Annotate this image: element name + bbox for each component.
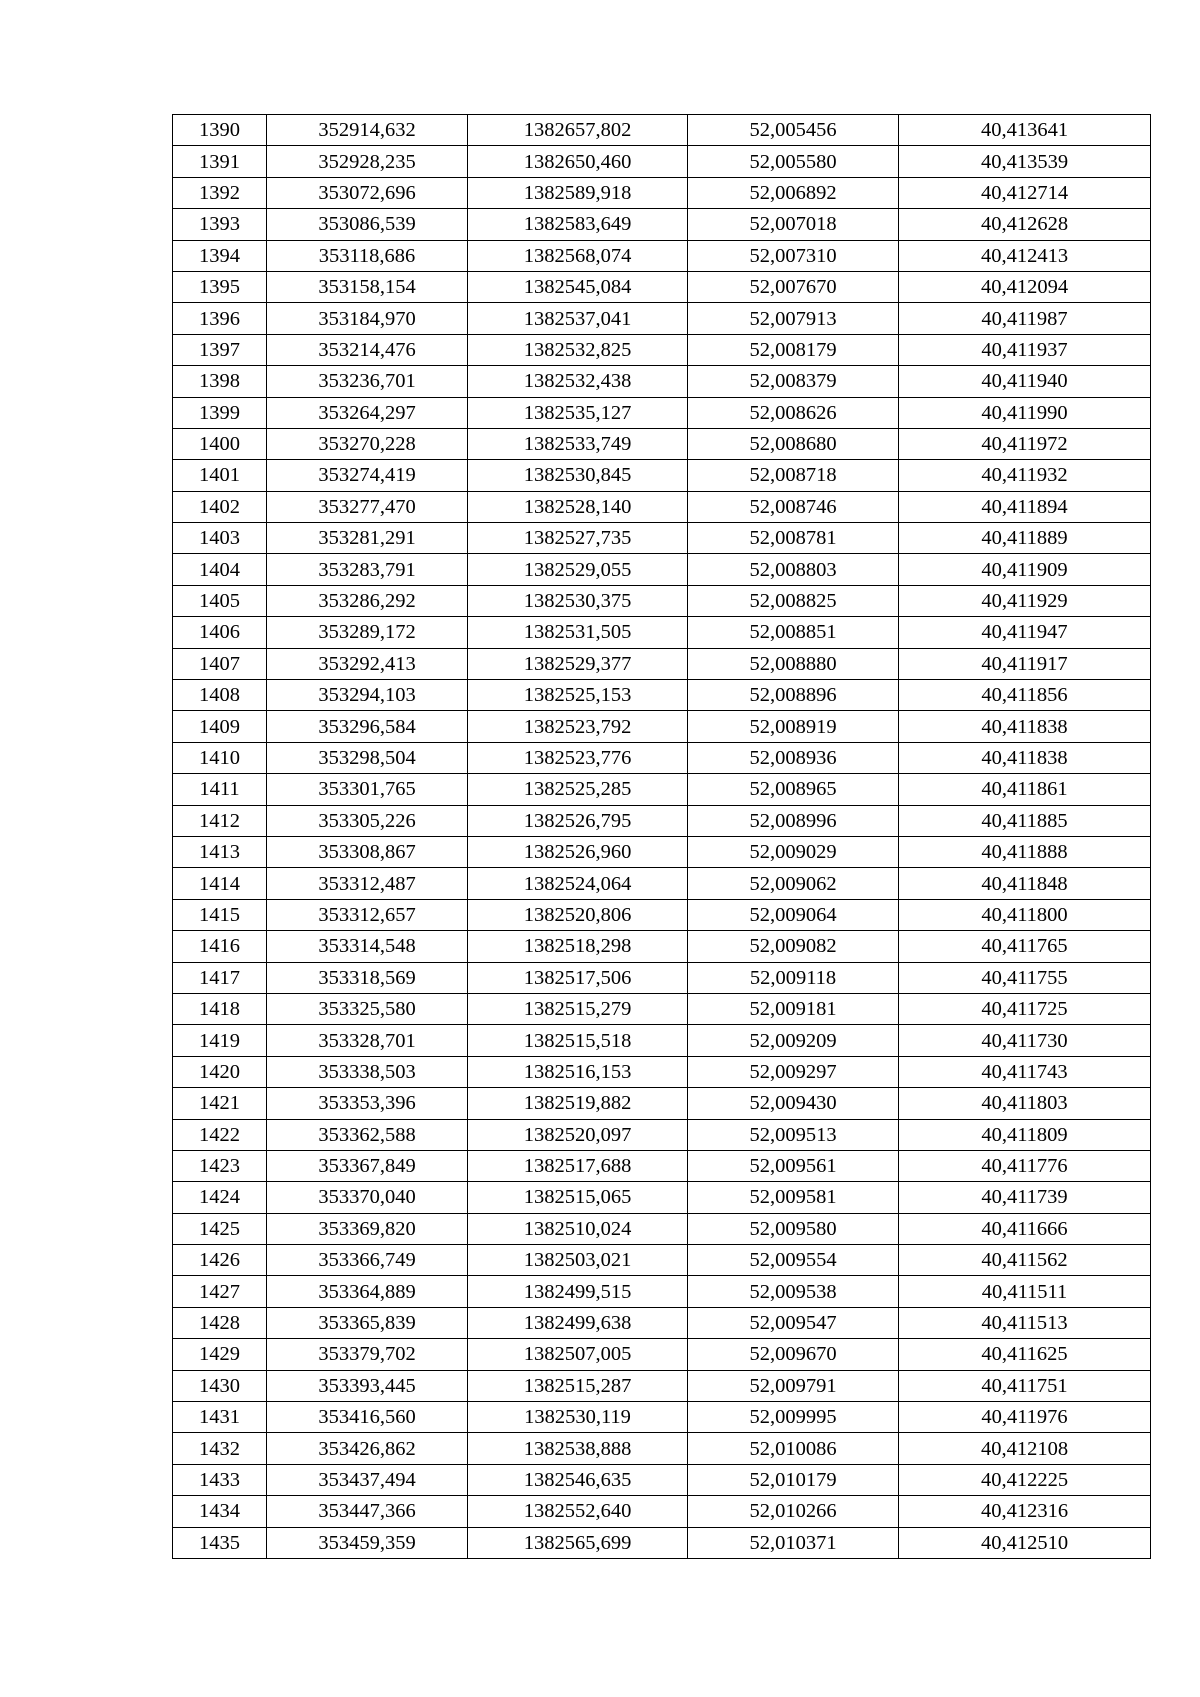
table-row bbox=[173, 1402, 1151, 1433]
x-coordinate-cell: 353277,470 bbox=[267, 491, 468, 522]
x-coordinate-cell: 353379,702 bbox=[267, 1339, 468, 1370]
table-row bbox=[173, 397, 1151, 428]
y-coordinate-cell: 1382527,735 bbox=[468, 523, 688, 554]
x-coordinate-cell: 353314,548 bbox=[267, 931, 468, 962]
point-number-cell: 1412 bbox=[173, 805, 267, 836]
y-coordinate-cell: 1382589,918 bbox=[468, 177, 688, 208]
y-coordinate-cell: 1382507,005 bbox=[468, 1339, 688, 1370]
longitude-cell: 40,411765 bbox=[899, 931, 1151, 962]
latitude-cell: 52,009547 bbox=[688, 1307, 899, 1338]
point-number-cell: 1407 bbox=[173, 648, 267, 679]
x-coordinate-cell: 353301,765 bbox=[267, 774, 468, 805]
table-row bbox=[173, 428, 1151, 459]
point-number-cell: 1417 bbox=[173, 962, 267, 993]
x-coordinate-cell: 353270,228 bbox=[267, 428, 468, 459]
table-row bbox=[173, 711, 1151, 742]
x-coordinate-cell: 353118,686 bbox=[267, 240, 468, 271]
y-coordinate-cell: 1382552,640 bbox=[468, 1496, 688, 1527]
table-row bbox=[173, 805, 1151, 836]
latitude-cell: 52,009995 bbox=[688, 1402, 899, 1433]
y-coordinate-cell: 1382499,638 bbox=[468, 1307, 688, 1338]
point-number-cell: 1431 bbox=[173, 1402, 267, 1433]
longitude-cell: 40,411848 bbox=[899, 868, 1151, 899]
point-number-cell: 1420 bbox=[173, 1056, 267, 1087]
point-number-cell: 1408 bbox=[173, 680, 267, 711]
x-coordinate-cell: 353184,970 bbox=[267, 303, 468, 334]
longitude-cell: 40,411909 bbox=[899, 554, 1151, 585]
point-number-cell: 1395 bbox=[173, 271, 267, 302]
longitude-cell: 40,411856 bbox=[899, 680, 1151, 711]
table-row bbox=[173, 1245, 1151, 1276]
point-number-cell: 1402 bbox=[173, 491, 267, 522]
y-coordinate-cell: 1382517,688 bbox=[468, 1150, 688, 1181]
latitude-cell: 52,005580 bbox=[688, 146, 899, 177]
table-row bbox=[173, 523, 1151, 554]
y-coordinate-cell: 1382510,024 bbox=[468, 1213, 688, 1244]
y-coordinate-cell: 1382530,119 bbox=[468, 1402, 688, 1433]
point-number-cell: 1424 bbox=[173, 1182, 267, 1213]
x-coordinate-cell: 353296,584 bbox=[267, 711, 468, 742]
table-row bbox=[173, 962, 1151, 993]
table-row bbox=[173, 1464, 1151, 1495]
y-coordinate-cell: 1382517,506 bbox=[468, 962, 688, 993]
longitude-cell: 40,411776 bbox=[899, 1150, 1151, 1181]
point-number-cell: 1393 bbox=[173, 209, 267, 240]
y-coordinate-cell: 1382520,097 bbox=[468, 1119, 688, 1150]
latitude-cell: 52,008803 bbox=[688, 554, 899, 585]
point-number-cell: 1411 bbox=[173, 774, 267, 805]
y-coordinate-cell: 1382520,806 bbox=[468, 899, 688, 930]
table-row bbox=[173, 868, 1151, 899]
latitude-cell: 52,007310 bbox=[688, 240, 899, 271]
point-number-cell: 1425 bbox=[173, 1213, 267, 1244]
longitude-cell: 40,412510 bbox=[899, 1527, 1151, 1558]
x-coordinate-cell: 353437,494 bbox=[267, 1464, 468, 1495]
table-row bbox=[173, 177, 1151, 208]
latitude-cell: 52,008919 bbox=[688, 711, 899, 742]
point-number-cell: 1434 bbox=[173, 1496, 267, 1527]
point-number-cell: 1430 bbox=[173, 1370, 267, 1401]
longitude-cell: 40,411809 bbox=[899, 1119, 1151, 1150]
point-number-cell: 1432 bbox=[173, 1433, 267, 1464]
y-coordinate-cell: 1382530,375 bbox=[468, 585, 688, 616]
y-coordinate-cell: 1382538,888 bbox=[468, 1433, 688, 1464]
table-row bbox=[173, 774, 1151, 805]
latitude-cell: 52,009554 bbox=[688, 1245, 899, 1276]
longitude-cell: 40,411800 bbox=[899, 899, 1151, 930]
latitude-cell: 52,008965 bbox=[688, 774, 899, 805]
table-row bbox=[173, 585, 1151, 616]
y-coordinate-cell: 1382528,140 bbox=[468, 491, 688, 522]
latitude-cell: 52,010371 bbox=[688, 1527, 899, 1558]
y-coordinate-cell: 1382529,055 bbox=[468, 554, 688, 585]
point-number-cell: 1433 bbox=[173, 1464, 267, 1495]
longitude-cell: 40,413539 bbox=[899, 146, 1151, 177]
point-number-cell: 1406 bbox=[173, 617, 267, 648]
longitude-cell: 40,411755 bbox=[899, 962, 1151, 993]
point-number-cell: 1421 bbox=[173, 1088, 267, 1119]
y-coordinate-cell: 1382657,802 bbox=[468, 115, 688, 146]
x-coordinate-cell: 353086,539 bbox=[267, 209, 468, 240]
y-coordinate-cell: 1382531,505 bbox=[468, 617, 688, 648]
longitude-cell: 40,411929 bbox=[899, 585, 1151, 616]
x-coordinate-cell: 353214,476 bbox=[267, 334, 468, 365]
x-coordinate-cell: 353416,560 bbox=[267, 1402, 468, 1433]
point-number-cell: 1405 bbox=[173, 585, 267, 616]
longitude-cell: 40,411803 bbox=[899, 1088, 1151, 1119]
point-number-cell: 1397 bbox=[173, 334, 267, 365]
x-coordinate-cell: 353328,701 bbox=[267, 1025, 468, 1056]
x-coordinate-cell: 353362,588 bbox=[267, 1119, 468, 1150]
x-coordinate-cell: 353369,820 bbox=[267, 1213, 468, 1244]
x-coordinate-cell: 353289,172 bbox=[267, 617, 468, 648]
longitude-cell: 40,411511 bbox=[899, 1276, 1151, 1307]
longitude-cell: 40,412413 bbox=[899, 240, 1151, 271]
x-coordinate-cell: 353072,696 bbox=[267, 177, 468, 208]
table-row bbox=[173, 1433, 1151, 1464]
x-coordinate-cell: 353318,569 bbox=[267, 962, 468, 993]
coordinates-table-body bbox=[173, 115, 1151, 1559]
point-number-cell: 1415 bbox=[173, 899, 267, 930]
x-coordinate-cell: 353393,445 bbox=[267, 1370, 468, 1401]
longitude-cell: 40,411932 bbox=[899, 460, 1151, 491]
longitude-cell: 40,411976 bbox=[899, 1402, 1151, 1433]
point-number-cell: 1391 bbox=[173, 146, 267, 177]
table-row bbox=[173, 1276, 1151, 1307]
x-coordinate-cell: 353338,503 bbox=[267, 1056, 468, 1087]
table-row bbox=[173, 366, 1151, 397]
table-row bbox=[173, 240, 1151, 271]
latitude-cell: 52,009513 bbox=[688, 1119, 899, 1150]
x-coordinate-cell: 353353,396 bbox=[267, 1088, 468, 1119]
latitude-cell: 52,008781 bbox=[688, 523, 899, 554]
x-coordinate-cell: 353367,849 bbox=[267, 1150, 468, 1181]
point-number-cell: 1399 bbox=[173, 397, 267, 428]
table-row bbox=[173, 460, 1151, 491]
longitude-cell: 40,411666 bbox=[899, 1213, 1151, 1244]
latitude-cell: 52,008746 bbox=[688, 491, 899, 522]
table-row bbox=[173, 1339, 1151, 1370]
x-coordinate-cell: 353264,297 bbox=[267, 397, 468, 428]
x-coordinate-cell: 353459,359 bbox=[267, 1527, 468, 1558]
latitude-cell: 52,010086 bbox=[688, 1433, 899, 1464]
point-number-cell: 1419 bbox=[173, 1025, 267, 1056]
point-number-cell: 1390 bbox=[173, 115, 267, 146]
latitude-cell: 52,008626 bbox=[688, 397, 899, 428]
longitude-cell: 40,411562 bbox=[899, 1245, 1151, 1276]
x-coordinate-cell: 353325,580 bbox=[267, 993, 468, 1024]
latitude-cell: 52,008936 bbox=[688, 742, 899, 773]
longitude-cell: 40,411885 bbox=[899, 805, 1151, 836]
longitude-cell: 40,411917 bbox=[899, 648, 1151, 679]
x-coordinate-cell: 353312,657 bbox=[267, 899, 468, 930]
table-row bbox=[173, 1496, 1151, 1527]
latitude-cell: 52,010179 bbox=[688, 1464, 899, 1495]
y-coordinate-cell: 1382503,021 bbox=[468, 1245, 688, 1276]
table-row bbox=[173, 1213, 1151, 1244]
table-row bbox=[173, 899, 1151, 930]
x-coordinate-cell: 353447,366 bbox=[267, 1496, 468, 1527]
table-row bbox=[173, 303, 1151, 334]
point-number-cell: 1404 bbox=[173, 554, 267, 585]
latitude-cell: 52,008379 bbox=[688, 366, 899, 397]
y-coordinate-cell: 1382518,298 bbox=[468, 931, 688, 962]
x-coordinate-cell: 353305,226 bbox=[267, 805, 468, 836]
latitude-cell: 52,009580 bbox=[688, 1213, 899, 1244]
y-coordinate-cell: 1382568,074 bbox=[468, 240, 688, 271]
table-row bbox=[173, 1150, 1151, 1181]
y-coordinate-cell: 1382545,084 bbox=[468, 271, 688, 302]
x-coordinate-cell: 353312,487 bbox=[267, 868, 468, 899]
longitude-cell: 40,411513 bbox=[899, 1307, 1151, 1338]
longitude-cell: 40,412225 bbox=[899, 1464, 1151, 1495]
table-row bbox=[173, 648, 1151, 679]
latitude-cell: 52,009082 bbox=[688, 931, 899, 962]
latitude-cell: 52,008179 bbox=[688, 334, 899, 365]
latitude-cell: 52,005456 bbox=[688, 115, 899, 146]
longitude-cell: 40,412316 bbox=[899, 1496, 1151, 1527]
latitude-cell: 52,008825 bbox=[688, 585, 899, 616]
latitude-cell: 52,009538 bbox=[688, 1276, 899, 1307]
latitude-cell: 52,009561 bbox=[688, 1150, 899, 1181]
table-row bbox=[173, 554, 1151, 585]
longitude-cell: 40,411838 bbox=[899, 742, 1151, 773]
point-number-cell: 1418 bbox=[173, 993, 267, 1024]
y-coordinate-cell: 1382524,064 bbox=[468, 868, 688, 899]
longitude-cell: 40,411947 bbox=[899, 617, 1151, 648]
table-row bbox=[173, 1307, 1151, 1338]
point-number-cell: 1403 bbox=[173, 523, 267, 554]
longitude-cell: 40,411894 bbox=[899, 491, 1151, 522]
y-coordinate-cell: 1382525,153 bbox=[468, 680, 688, 711]
latitude-cell: 52,010266 bbox=[688, 1496, 899, 1527]
y-coordinate-cell: 1382526,960 bbox=[468, 836, 688, 867]
point-number-cell: 1398 bbox=[173, 366, 267, 397]
latitude-cell: 52,007913 bbox=[688, 303, 899, 334]
table-row bbox=[173, 1025, 1151, 1056]
y-coordinate-cell: 1382519,882 bbox=[468, 1088, 688, 1119]
latitude-cell: 52,009064 bbox=[688, 899, 899, 930]
longitude-cell: 40,412714 bbox=[899, 177, 1151, 208]
x-coordinate-cell: 353298,504 bbox=[267, 742, 468, 773]
y-coordinate-cell: 1382529,377 bbox=[468, 648, 688, 679]
y-coordinate-cell: 1382565,699 bbox=[468, 1527, 688, 1558]
y-coordinate-cell: 1382523,792 bbox=[468, 711, 688, 742]
latitude-cell: 52,009430 bbox=[688, 1088, 899, 1119]
table-row bbox=[173, 1119, 1151, 1150]
y-coordinate-cell: 1382523,776 bbox=[468, 742, 688, 773]
table-row bbox=[173, 1182, 1151, 1213]
longitude-cell: 40,411990 bbox=[899, 397, 1151, 428]
y-coordinate-cell: 1382515,287 bbox=[468, 1370, 688, 1401]
latitude-cell: 52,009181 bbox=[688, 993, 899, 1024]
point-number-cell: 1396 bbox=[173, 303, 267, 334]
point-number-cell: 1416 bbox=[173, 931, 267, 962]
y-coordinate-cell: 1382533,749 bbox=[468, 428, 688, 459]
latitude-cell: 52,008880 bbox=[688, 648, 899, 679]
table-row bbox=[173, 1088, 1151, 1119]
latitude-cell: 52,007670 bbox=[688, 271, 899, 302]
x-coordinate-cell: 353426,862 bbox=[267, 1433, 468, 1464]
x-coordinate-cell: 353364,889 bbox=[267, 1276, 468, 1307]
point-number-cell: 1428 bbox=[173, 1307, 267, 1338]
longitude-cell: 40,411751 bbox=[899, 1370, 1151, 1401]
point-number-cell: 1423 bbox=[173, 1150, 267, 1181]
coordinates-table bbox=[172, 114, 1151, 1559]
point-number-cell: 1392 bbox=[173, 177, 267, 208]
point-number-cell: 1427 bbox=[173, 1276, 267, 1307]
latitude-cell: 52,008718 bbox=[688, 460, 899, 491]
x-coordinate-cell: 353308,867 bbox=[267, 836, 468, 867]
latitude-cell: 52,008851 bbox=[688, 617, 899, 648]
longitude-cell: 40,411861 bbox=[899, 774, 1151, 805]
latitude-cell: 52,008996 bbox=[688, 805, 899, 836]
longitude-cell: 40,411972 bbox=[899, 428, 1151, 459]
longitude-cell: 40,411889 bbox=[899, 523, 1151, 554]
x-coordinate-cell: 352928,235 bbox=[267, 146, 468, 177]
longitude-cell: 40,411625 bbox=[899, 1339, 1151, 1370]
latitude-cell: 52,008680 bbox=[688, 428, 899, 459]
point-number-cell: 1414 bbox=[173, 868, 267, 899]
table-row bbox=[173, 334, 1151, 365]
point-number-cell: 1401 bbox=[173, 460, 267, 491]
x-coordinate-cell: 353292,413 bbox=[267, 648, 468, 679]
table-row bbox=[173, 491, 1151, 522]
y-coordinate-cell: 1382546,635 bbox=[468, 1464, 688, 1495]
table-row bbox=[173, 1056, 1151, 1087]
table-row bbox=[173, 146, 1151, 177]
x-coordinate-cell: 353236,701 bbox=[267, 366, 468, 397]
longitude-cell: 40,411838 bbox=[899, 711, 1151, 742]
table-row bbox=[173, 680, 1151, 711]
longitude-cell: 40,411725 bbox=[899, 993, 1151, 1024]
latitude-cell: 52,009029 bbox=[688, 836, 899, 867]
x-coordinate-cell: 353281,291 bbox=[267, 523, 468, 554]
point-number-cell: 1400 bbox=[173, 428, 267, 459]
point-number-cell: 1409 bbox=[173, 711, 267, 742]
table-row bbox=[173, 115, 1151, 146]
table-row bbox=[173, 931, 1151, 962]
latitude-cell: 52,009297 bbox=[688, 1056, 899, 1087]
longitude-cell: 40,412108 bbox=[899, 1433, 1151, 1464]
table-row bbox=[173, 1527, 1151, 1558]
longitude-cell: 40,411987 bbox=[899, 303, 1151, 334]
table-row bbox=[173, 993, 1151, 1024]
x-coordinate-cell: 353283,791 bbox=[267, 554, 468, 585]
longitude-cell: 40,412628 bbox=[899, 209, 1151, 240]
y-coordinate-cell: 1382650,460 bbox=[468, 146, 688, 177]
point-number-cell: 1435 bbox=[173, 1527, 267, 1558]
y-coordinate-cell: 1382532,825 bbox=[468, 334, 688, 365]
y-coordinate-cell: 1382537,041 bbox=[468, 303, 688, 334]
longitude-cell: 40,411730 bbox=[899, 1025, 1151, 1056]
longitude-cell: 40,411739 bbox=[899, 1182, 1151, 1213]
y-coordinate-cell: 1382583,649 bbox=[468, 209, 688, 240]
x-coordinate-cell: 353365,839 bbox=[267, 1307, 468, 1338]
point-number-cell: 1429 bbox=[173, 1339, 267, 1370]
y-coordinate-cell: 1382532,438 bbox=[468, 366, 688, 397]
table-row bbox=[173, 1370, 1151, 1401]
y-coordinate-cell: 1382516,153 bbox=[468, 1056, 688, 1087]
y-coordinate-cell: 1382530,845 bbox=[468, 460, 688, 491]
x-coordinate-cell: 352914,632 bbox=[267, 115, 468, 146]
latitude-cell: 52,007018 bbox=[688, 209, 899, 240]
table-row bbox=[173, 742, 1151, 773]
point-number-cell: 1413 bbox=[173, 836, 267, 867]
point-number-cell: 1410 bbox=[173, 742, 267, 773]
table-row bbox=[173, 836, 1151, 867]
y-coordinate-cell: 1382515,065 bbox=[468, 1182, 688, 1213]
y-coordinate-cell: 1382515,279 bbox=[468, 993, 688, 1024]
latitude-cell: 52,009670 bbox=[688, 1339, 899, 1370]
point-number-cell: 1422 bbox=[173, 1119, 267, 1150]
x-coordinate-cell: 353158,154 bbox=[267, 271, 468, 302]
table-row bbox=[173, 209, 1151, 240]
longitude-cell: 40,412094 bbox=[899, 271, 1151, 302]
point-number-cell: 1394 bbox=[173, 240, 267, 271]
latitude-cell: 52,009581 bbox=[688, 1182, 899, 1213]
y-coordinate-cell: 1382525,285 bbox=[468, 774, 688, 805]
y-coordinate-cell: 1382526,795 bbox=[468, 805, 688, 836]
table-row bbox=[173, 271, 1151, 302]
latitude-cell: 52,009062 bbox=[688, 868, 899, 899]
longitude-cell: 40,411743 bbox=[899, 1056, 1151, 1087]
x-coordinate-cell: 353274,419 bbox=[267, 460, 468, 491]
x-coordinate-cell: 353294,103 bbox=[267, 680, 468, 711]
latitude-cell: 52,009791 bbox=[688, 1370, 899, 1401]
longitude-cell: 40,411888 bbox=[899, 836, 1151, 867]
latitude-cell: 52,009209 bbox=[688, 1025, 899, 1056]
x-coordinate-cell: 353366,749 bbox=[267, 1245, 468, 1276]
latitude-cell: 52,009118 bbox=[688, 962, 899, 993]
x-coordinate-cell: 353286,292 bbox=[267, 585, 468, 616]
longitude-cell: 40,411940 bbox=[899, 366, 1151, 397]
y-coordinate-cell: 1382515,518 bbox=[468, 1025, 688, 1056]
x-coordinate-cell: 353370,040 bbox=[267, 1182, 468, 1213]
longitude-cell: 40,413641 bbox=[899, 115, 1151, 146]
point-number-cell: 1426 bbox=[173, 1245, 267, 1276]
latitude-cell: 52,006892 bbox=[688, 177, 899, 208]
y-coordinate-cell: 1382499,515 bbox=[468, 1276, 688, 1307]
latitude-cell: 52,008896 bbox=[688, 680, 899, 711]
y-coordinate-cell: 1382535,127 bbox=[468, 397, 688, 428]
longitude-cell: 40,411937 bbox=[899, 334, 1151, 365]
table-row bbox=[173, 617, 1151, 648]
